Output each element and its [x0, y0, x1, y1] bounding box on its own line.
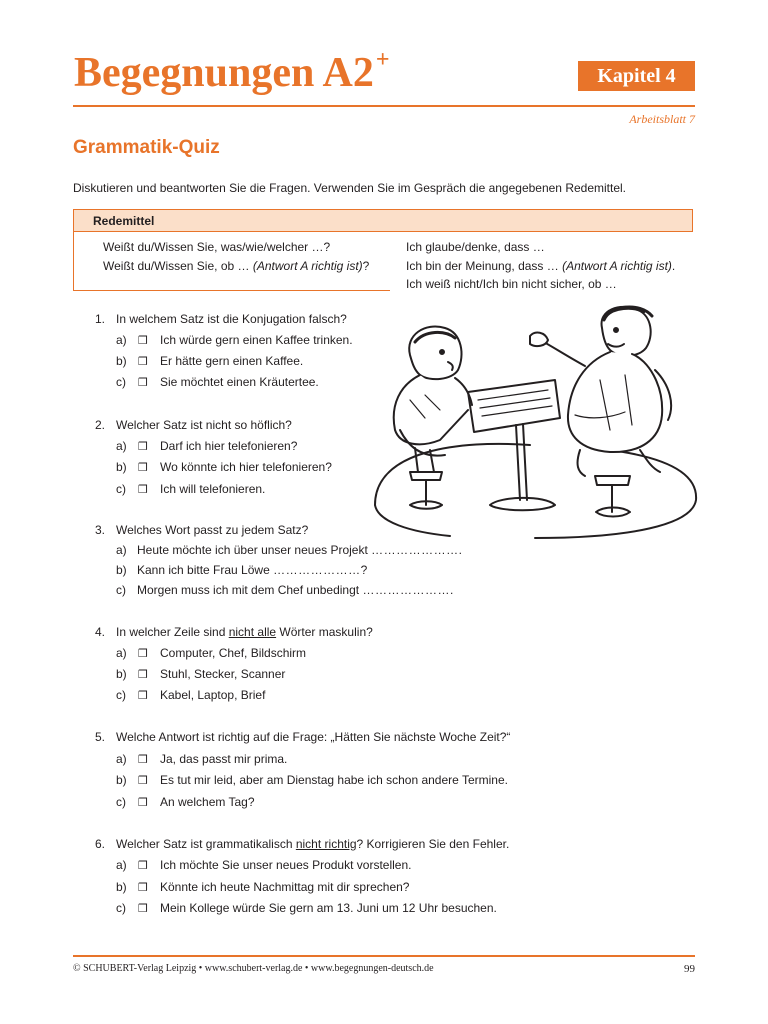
checkbox-icon[interactable]: ❒	[138, 774, 148, 787]
redemittel-right-line: Ich bin der Meinung, dass … (Antwort A richtig ist).	[406, 259, 676, 273]
section-title: Grammatik-Quiz	[73, 137, 220, 158]
footer-divider	[73, 955, 695, 957]
footer-text: © SCHUBERT-Verlag Leipzig • www.schubert-verlag.de • www.begegnungen-deutsch.de	[73, 963, 434, 974]
checkbox-icon[interactable]: ❒	[138, 859, 148, 872]
checkbox-icon[interactable]: ❒	[138, 647, 148, 660]
checkbox-icon[interactable]: ❒	[138, 461, 148, 474]
redemittel-border-left	[73, 232, 74, 290]
page-number: 99	[684, 963, 695, 975]
checkbox-icon[interactable]: ❒	[138, 902, 148, 915]
redemittel-header	[73, 209, 693, 232]
worksheet-label: Arbeitsblatt 7	[629, 112, 695, 126]
quiz-show-cartoon-illustration	[370, 300, 700, 540]
checkbox-icon[interactable]: ❒	[138, 376, 148, 389]
redemittel-left-line: Weißt du/Wissen Sie, was/wie/welcher …?	[103, 240, 331, 254]
checkbox-icon[interactable]: ❒	[138, 440, 148, 453]
fill-in-blank[interactable]: …………………	[273, 563, 361, 577]
checkbox-icon[interactable]: ❒	[138, 753, 148, 766]
redemittel-right-line: Ich weiß nicht/Ich bin nicht sicher, ob …	[406, 277, 617, 291]
redemittel-heading: Redemittel	[93, 214, 155, 228]
book-title: Begegnungen A2+	[74, 47, 390, 96]
chapter-badge	[578, 61, 695, 91]
redemittel-right-line: Ich glaube/denke, dass …	[406, 240, 545, 254]
fill-in-blank[interactable]: ………………….	[371, 543, 463, 557]
checkbox-icon[interactable]: ❒	[138, 689, 148, 702]
redemittel-border-bottom	[73, 290, 390, 291]
instruction-text: Diskutieren und beantworten Sie die Fragen. Verwenden Sie im Gespräch die angegebenen Redemittel.	[73, 181, 627, 195]
chapter-label: Kapitel 4	[597, 64, 676, 87]
redemittel-left-line: Weißt du/Wissen Sie, ob … (Antwort A richtig ist)?	[103, 259, 370, 273]
fill-in-blank[interactable]: ………………….	[362, 583, 454, 597]
header-divider	[73, 105, 695, 107]
checkbox-icon[interactable]: ❒	[138, 881, 148, 894]
checkbox-icon[interactable]: ❒	[138, 668, 148, 681]
checkbox-icon[interactable]: ❒	[138, 334, 148, 347]
title-superscript: +	[375, 47, 390, 73]
checkbox-icon[interactable]: ❒	[138, 483, 148, 496]
checkbox-icon[interactable]: ❒	[138, 796, 148, 809]
checkbox-icon[interactable]: ❒	[138, 355, 148, 368]
